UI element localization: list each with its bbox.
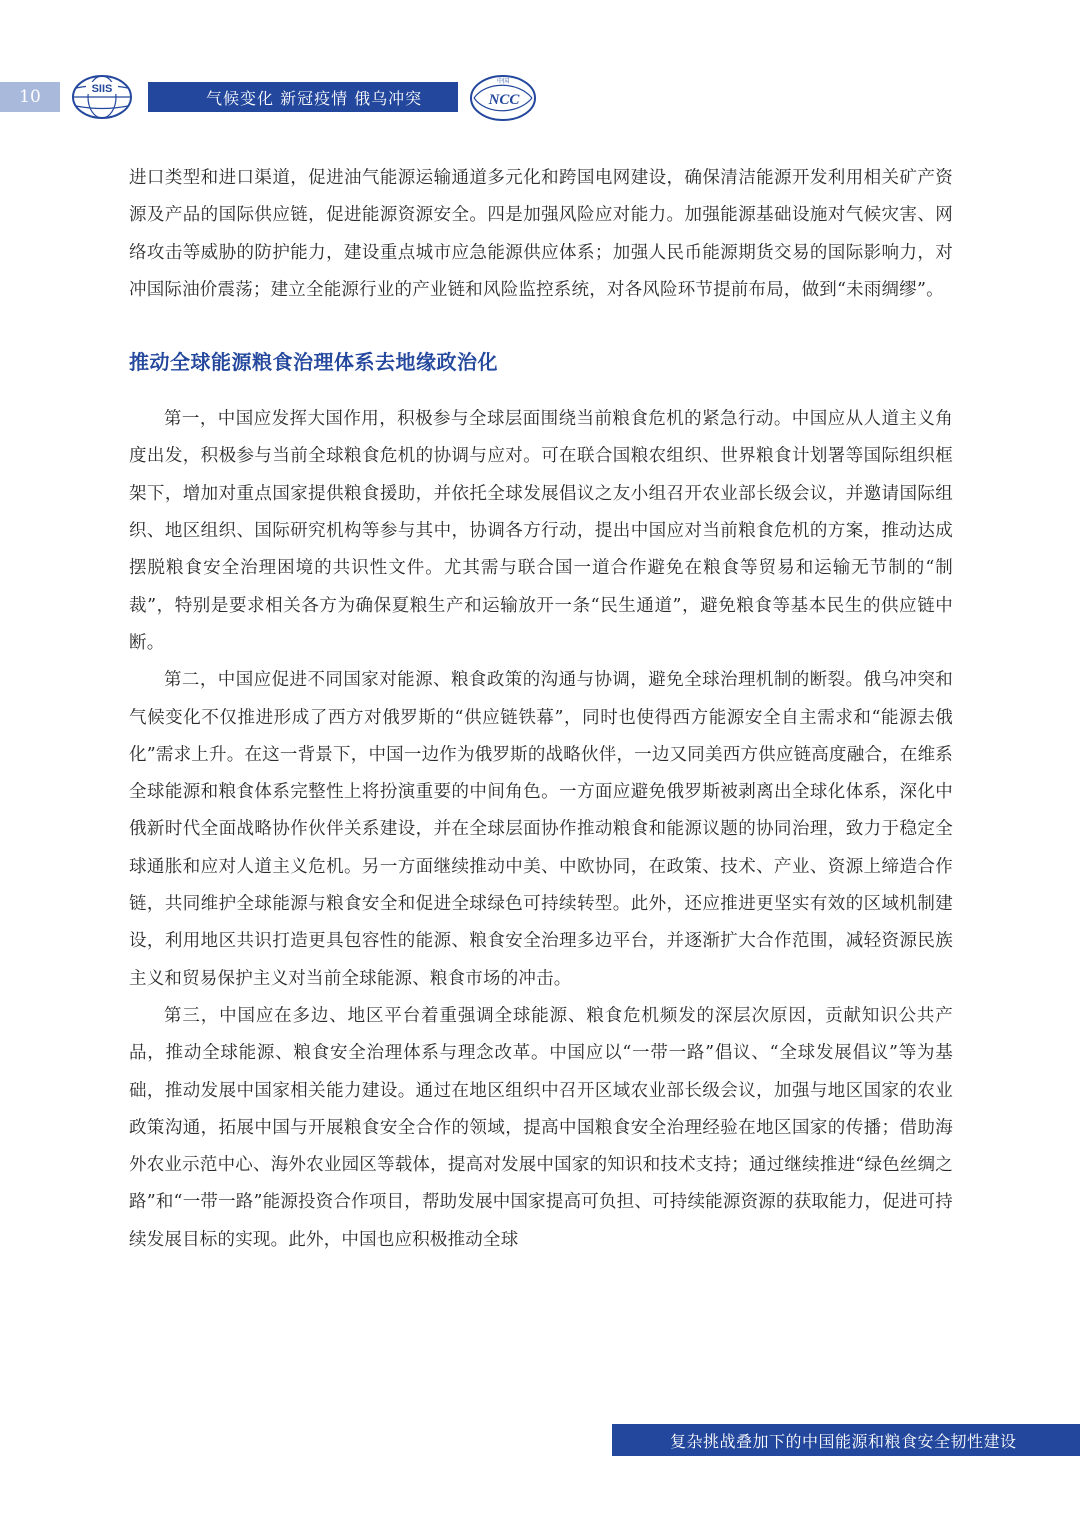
ncc-logo — [468, 73, 532, 121]
ncc-logo-small-text: 中国 — [496, 78, 510, 85]
header-title: 气候变化 新冠疫情 俄乌冲突 — [206, 88, 423, 108]
section-heading: 推动全球能源粮食治理体系去地缘政治化 — [129, 350, 498, 375]
intro-paragraph: 进口类型和进口渠道，促进油气能源运输通道多元化和跨国电网建设，确保清洁能源开发利用相关矿产资源及产品的国际供应链，促进能源资源安全。四是加强风险应对能力。加强能源基础设施对气候灾害、网络攻击等威胁的防护能力，建设重点城市应急能源供应体系；加强人民币能源期货交易的国际影响力，对冲国际油价震荡；建立全能源行业的产业链和风险监控系统，对各风险环节提前布局，做到“未雨绸缪”。 — [129, 168, 953, 300]
siis-logo — [70, 73, 134, 121]
paragraph-2: 第二，中国应促进不同国家对能源、粮食政策的沟通与协调，避免全球治理机制的断裂。俄乌冲突和气候变化不仅推进形成了西方对俄罗斯的“供应链铁幕”，同时也使得西方能源安全自主需求和“能源去俄化”需求上升。在这一背景下，中国一边作为俄罗斯的战略伙伴，一边又同美西方供应链高度融合，在维系全球能源和粮食体系完整性上将扮演重要的中间角色。一方面应避免俄罗斯被剥离出全球化体系，深化中俄新时代全面战略协作伙伴关系建设，并在全球层面协作推动粮食和能源议题的协同治理，致力于稳定全球通胀和应对人道主义危机。另一方面继续推动中美、中欧协同，在政策、技术、产业、资源上缔造合作链，共同维护全球能源与粮食安全和促进全球绿色可持续转型。此外，还应推进更坚实有效的区域机制建设，利用地区共识打造更具包容性的能源、粮食安全治理多边平台，并逐渐扩大合作范围，减轻资源民族主义和贸易保护主义对当前全球能源、粮食市场的冲击。 — [129, 670, 953, 989]
page-content — [129, 160, 953, 1259]
paragraph-3: 第三，中国应在多边、地区平台着重强调全球能源、粮食危机频发的深层次原因，贡献知识公共产品，推动全球能源、粮食安全治理体系与理念改革。中国应以“一带一路”倡议、“全球发展倡议”等为基础，推动发展中国家相关能力建设。通过在地区组织中召开区域农业部长级会议，加强与地区国家的农业政策沟通，拓展中国与开展粮食安全合作的领域，提高中国粮食安全治理经验在地区国家的传播；借助海外农业示范中心、海外农业园区等载体，提高对发展中国家的知识和技术支持；通过继续推进“绿色丝绸之路”和“一带一路”能源投资合作项目，帮助发展中国家提高可负担、可持续能源资源的获取能力，促进可持续发展目标的实现。此外，中国也应积极推动全球 — [129, 1005, 953, 1250]
footer-banner — [612, 1424, 1080, 1456]
page-number: 10 — [0, 82, 60, 112]
header-banner — [148, 82, 458, 112]
paragraph-1: 第一，中国应发挥大国作用，积极参与全球层面围绕当前粮食危机的紧急行动。中国应从人道主义角度出发，积极参与当前全球粮食危机的协调与应对。可在联合国粮农组织、世界粮食计划署等国际组织框架下，增加对重点国家提供粮食援助，并依托全球发展倡议之友小组召开农业部长级会议，并邀请国际组织、地区组织、国际研究机构等参与其中，协调各方行动，提出中国应对当前粮食危机的方案，推动达成摆脱粮食安全治理困境的共识性文件。尤其需与联合国一道合作避免在粮食等贸易和运输无节制的“制裁”，特别是要求相关各方为确保夏粮生产和运输放开一条“民生通道”，避免粮食等基本民生的供应链中断。 — [129, 409, 953, 653]
ncc-logo-text: NCC — [488, 92, 520, 108]
footer-title: 复杂挑战叠加下的中国能源和粮食安全韧性建设 — [670, 1431, 1017, 1451]
siis-logo-text: SIIS — [91, 83, 113, 95]
